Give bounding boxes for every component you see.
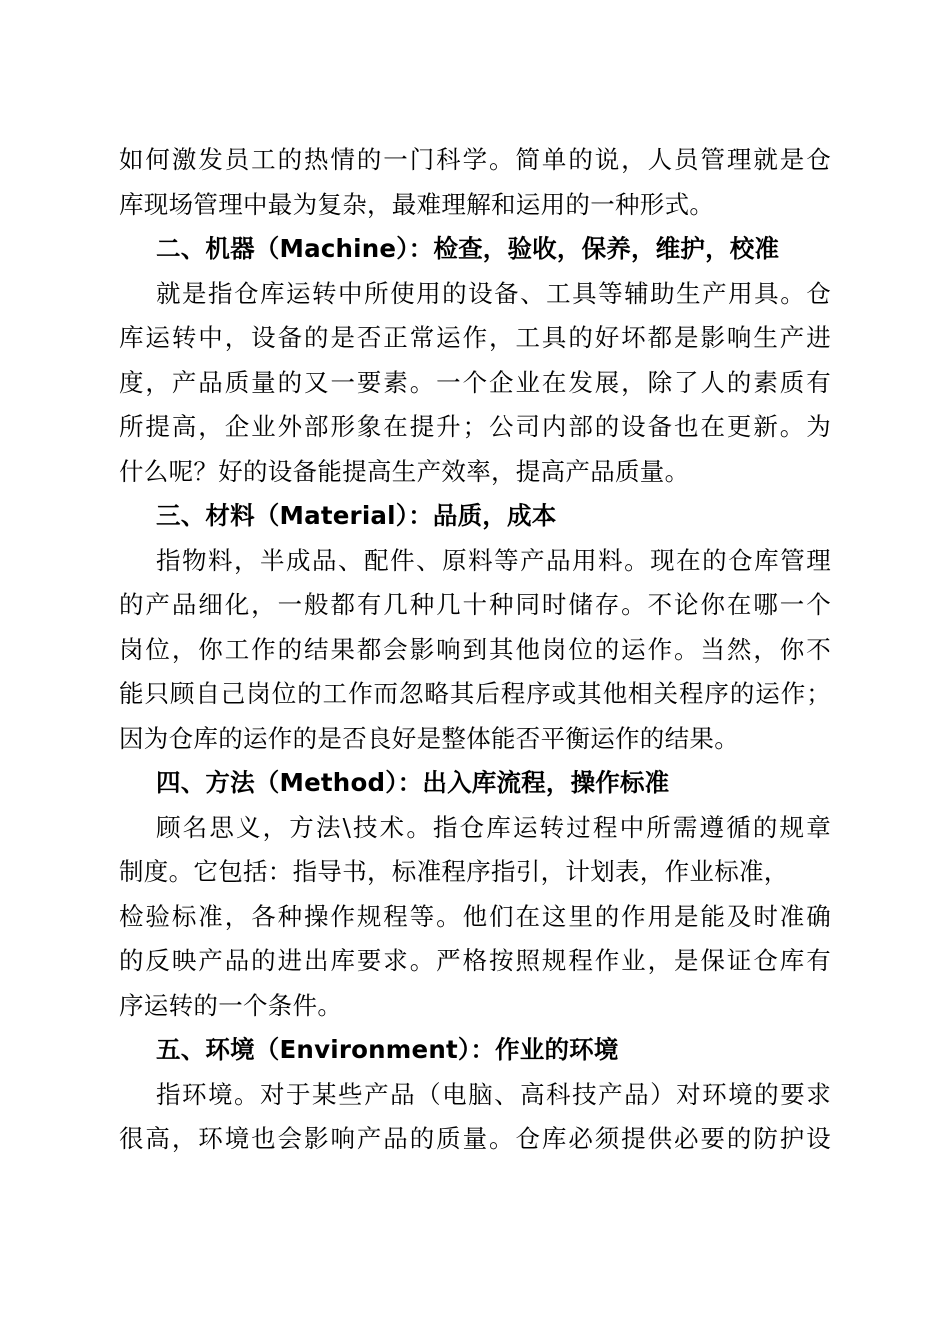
body-line: 指环境。对于某些产品（电脑、高科技产品）对环境的要求 <box>156 1079 831 1109</box>
body-line: 很高，环境也会影响产品的质量。仓库必须提供必要的防护设 <box>119 1124 831 1153</box>
body-line: 因为仓库的运作的是否良好是整体能否平衡运作的结果。 <box>119 723 739 753</box>
document-body <box>119 138 831 1162</box>
body-line: 制度。它包括：指导书，标准程序指引，计划表，作业标准， <box>119 857 789 886</box>
body-line: 岗位，你工作的结果都会影响到其他岗位的运作。当然，你不 <box>119 634 831 664</box>
section-heading-method: 四、方法（Method）：出入库流程，操作标准 <box>156 768 670 797</box>
section-heading-material: 三、材料（Material）：品质，成本 <box>156 501 557 530</box>
body-line: 指物料，半成品、配件、原料等产品用料。现在的仓库管理 <box>156 545 831 575</box>
body-line: 所提高，企业外部形象在提升；公司内部的设备也在更新。为 <box>119 412 831 441</box>
body-line: 序运转的一个条件。 <box>119 990 343 1020</box>
body-line: 库运转中，设备的是否正常运作，工具的好坏都是影响生产进 <box>119 323 831 352</box>
body-line: 度，产品质量的又一要素。一个企业在发展，除了人的素质有 <box>119 367 831 397</box>
section-heading-environment: 五、环境（Environment）：作业的环境 <box>156 1035 619 1064</box>
section-heading-machine: 二、机器（Machine）：检查，验收，保养，维护，校准 <box>156 234 780 263</box>
body-line: 的产品细化，一般都有几种几十种同时储存。不论你在哪一个 <box>119 590 831 619</box>
body-line: 什么呢？好的设备能提高生产效率，提高产品质量。 <box>119 456 690 486</box>
body-line: 能只顾自己岗位的工作而忽略其后程序或其他相关程序的运作； <box>119 679 831 708</box>
body-line: 如何激发员工的热情的一门科学。简单的说，人员管理就是仓 <box>119 145 831 174</box>
body-line: 的反映产品的进出库要求。严格按照规程作业，是保证仓库有 <box>119 946 831 975</box>
body-line: 库现场管理中最为复杂，最难理解和运用的一种形式。 <box>119 189 715 219</box>
body-line: 顾名思义，方法\技术。指仓库运转过程中所需遵循的规章 <box>156 812 831 842</box>
body-line: 就是指仓库运转中所使用的设备、工具等辅助生产用具。仓 <box>156 278 831 308</box>
body-line: 检验标准，各种操作规程等。他们在这里的作用是能及时准确 <box>119 901 831 931</box>
